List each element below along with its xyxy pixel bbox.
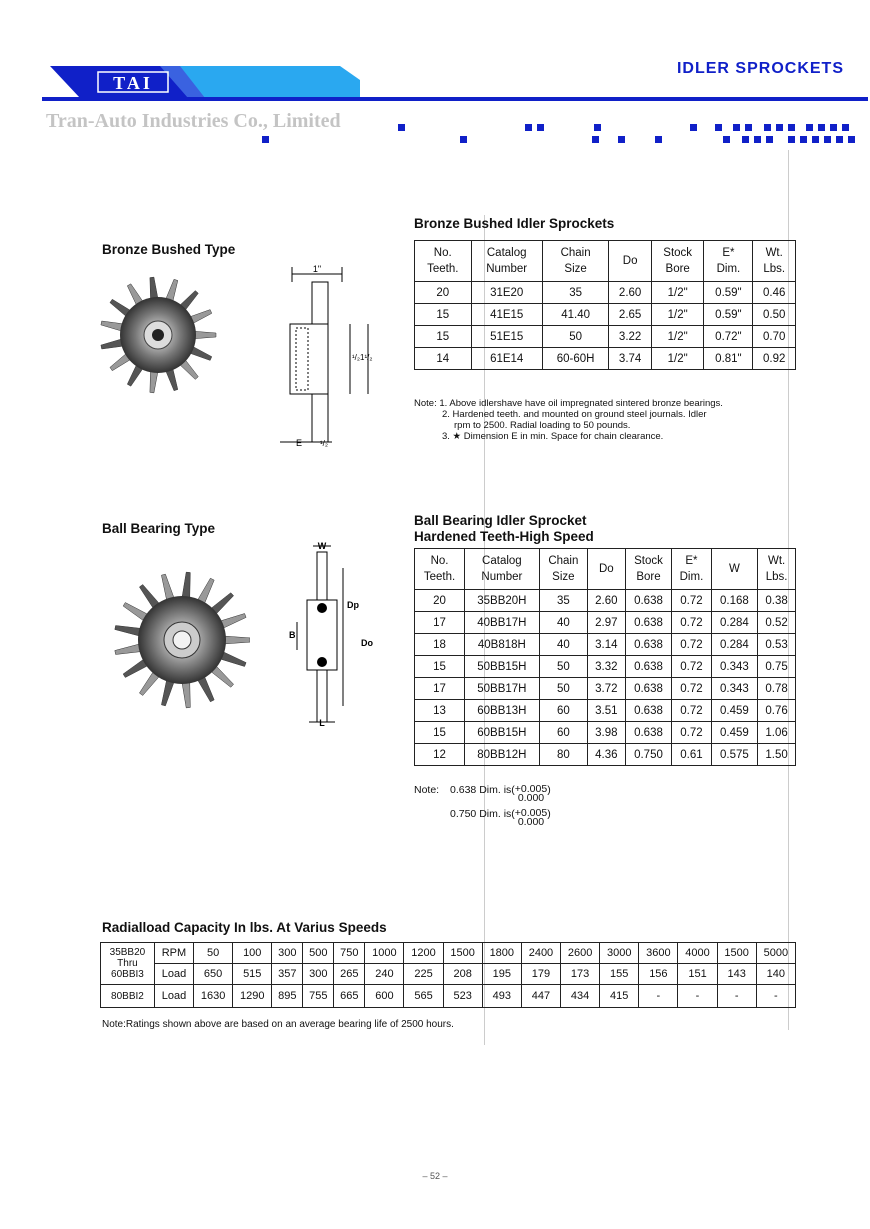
rpm-cell: 5000 xyxy=(756,943,795,964)
table-cell: 0.61 xyxy=(672,744,711,766)
table-cell: 40BB17H xyxy=(465,612,540,634)
table-cell: 0.638 xyxy=(625,700,672,722)
table-cell: 80 xyxy=(539,744,587,766)
table-cell: 3.22 xyxy=(609,326,652,348)
table-cell: 0.638 xyxy=(625,678,672,700)
table-cell: 2.97 xyxy=(588,612,626,634)
table-cell: 80BB12H xyxy=(465,744,540,766)
rpm-cell: 1000 xyxy=(365,943,404,964)
load-cell: 265 xyxy=(334,964,365,985)
ball-header-line: E* xyxy=(685,555,698,567)
table-cell: 17 xyxy=(415,678,465,700)
table-cell: 3.72 xyxy=(588,678,626,700)
table-cell: 15 xyxy=(415,326,472,348)
ball-spec-table xyxy=(414,548,796,766)
ball-header-cell xyxy=(672,549,711,590)
table-cell: 0.72 xyxy=(672,678,711,700)
load-cell: 565 xyxy=(404,985,443,1008)
rpm-cell: 1500 xyxy=(717,943,756,964)
table-cell: 0.72 xyxy=(672,722,711,744)
capacity-note: Note:Ratings shown above are based on an average bearing life of 2500 hours. xyxy=(102,1019,454,1030)
capacity-group-line: Thru xyxy=(117,958,138,969)
table-cell: 50 xyxy=(542,326,608,348)
rpm-cell: 50 xyxy=(194,943,233,964)
table-cell: 60BB13H xyxy=(465,700,540,722)
load-cell: 143 xyxy=(717,964,756,985)
table-cell: 0.638 xyxy=(625,656,672,678)
bronze-note-4: 3. ★ Dimension E in min. Space for chain clearance. xyxy=(442,431,664,442)
capacity-group-label xyxy=(101,943,155,985)
bronze-header-line: Dim. xyxy=(716,263,741,275)
table-cell: 0.53 xyxy=(758,634,796,656)
table-cell: 0.638 xyxy=(625,612,672,634)
table-cell: 0.59" xyxy=(704,282,753,304)
table-cell: 0.575 xyxy=(711,744,758,766)
table-cell: 0.72" xyxy=(704,326,753,348)
load-cell: - xyxy=(717,985,756,1008)
dim-l-label: L xyxy=(319,718,325,728)
dim-dp-label: Dp xyxy=(347,600,359,610)
load-cell: 600 xyxy=(365,985,404,1008)
table-cell: 3.14 xyxy=(588,634,626,656)
table-cell: 0.284 xyxy=(711,634,758,656)
capacity-title: Radialload Capacity In lbs. At Varius Speeds xyxy=(102,920,387,935)
table-row xyxy=(415,656,796,678)
table-row xyxy=(415,304,796,326)
table-cell: 15 xyxy=(415,656,465,678)
table-cell: 2.60 xyxy=(588,590,626,612)
table-cell: 31E20 xyxy=(471,282,542,304)
table-cell: 3.74 xyxy=(609,348,652,370)
table-cell: 40 xyxy=(539,634,587,656)
table-cell: 15 xyxy=(415,304,472,326)
load-cell: 156 xyxy=(639,964,678,985)
ball-header-cell xyxy=(711,549,758,590)
table-cell: 35 xyxy=(539,590,587,612)
bronze-note-1: Note: 1. Above idlershave have oil impregnated sintered bronze bearings. xyxy=(414,398,723,409)
table-cell: 1.06 xyxy=(758,722,796,744)
table-cell: 0.638 xyxy=(625,590,672,612)
rpm-cell: 500 xyxy=(303,943,334,964)
table-cell: 0.459 xyxy=(711,722,758,744)
bronze-note-3: rpm to 2500. Radial loading to 50 pounds. xyxy=(454,420,631,431)
table-cell: 0.52 xyxy=(758,612,796,634)
ball-notes xyxy=(414,783,551,828)
ball-header-cell xyxy=(588,549,626,590)
dim-w-label: W xyxy=(317,541,327,551)
rpm-cell: 1500 xyxy=(443,943,482,964)
bronze-header-line: Stock xyxy=(663,247,693,259)
ball-header-line: Dim. xyxy=(679,571,704,583)
rpm-cell: 100 xyxy=(233,943,272,964)
table-row xyxy=(415,348,796,370)
table-cell: 0.284 xyxy=(711,612,758,634)
table-row xyxy=(415,678,796,700)
table-cell: 35BB20H xyxy=(465,590,540,612)
table-cell: 4.36 xyxy=(588,744,626,766)
rpm-cell: 4000 xyxy=(678,943,717,964)
table-cell: 40 xyxy=(539,612,587,634)
ball-header-line: Lbs. xyxy=(765,571,788,583)
table-row xyxy=(415,590,796,612)
table-cell: 0.343 xyxy=(711,656,758,678)
table-cell: 0.46 xyxy=(753,282,796,304)
table-cell: 0.92 xyxy=(753,348,796,370)
bronze-header-line: Teeth. xyxy=(427,263,459,275)
ball-header-line: Teeth. xyxy=(423,571,456,583)
load-cell: 300 xyxy=(303,964,334,985)
table-cell: 1.50 xyxy=(758,744,796,766)
table-cell: 0.72 xyxy=(672,612,711,634)
table-cell: 41.40 xyxy=(542,304,608,326)
table-cell: 13 xyxy=(415,700,465,722)
table-cell: 17 xyxy=(415,612,465,634)
load-cell: 515 xyxy=(233,964,272,985)
bronze-type-label: Bronze Bushed Type xyxy=(102,242,236,257)
load-cell: 1630 xyxy=(194,985,233,1008)
header-banner xyxy=(40,60,360,100)
table-cell: 60 xyxy=(539,700,587,722)
table-cell: 0.38 xyxy=(758,590,796,612)
load-cell: 208 xyxy=(443,964,482,985)
ball-header-cell xyxy=(758,549,796,590)
table-cell: 0.72 xyxy=(672,700,711,722)
rpm-cell: 3000 xyxy=(600,943,639,964)
ball-header-line: No. xyxy=(430,555,449,567)
table-cell: 60-60H xyxy=(542,348,608,370)
table-cell: 14 xyxy=(415,348,472,370)
table-cell: 0.459 xyxy=(711,700,758,722)
rpm-cell: 2600 xyxy=(561,943,600,964)
table-cell: 1/2" xyxy=(651,304,704,326)
table-row xyxy=(415,722,796,744)
ball-header-line: W xyxy=(729,563,740,575)
ball-header-line: Do xyxy=(599,563,614,575)
ball-header-line: Chain xyxy=(548,555,579,567)
table-cell: 3.51 xyxy=(588,700,626,722)
table-cell: 60BB15H xyxy=(465,722,540,744)
bronze-header-line: Size xyxy=(564,263,587,275)
bronze-header-cell xyxy=(651,241,704,282)
bronze-header-cell xyxy=(415,241,472,282)
table-cell: 0.75 xyxy=(758,656,796,678)
bronze-header-cell xyxy=(609,241,652,282)
table-cell: 0.343 xyxy=(711,678,758,700)
dim-half-label: ¹/₂ xyxy=(352,353,360,362)
table-row xyxy=(101,964,796,985)
table-cell: 20 xyxy=(415,282,472,304)
ball-table-title-2: Hardened Teeth-High Speed xyxy=(414,529,594,544)
capacity-group-line: 35BB20 xyxy=(109,947,146,958)
table-cell: 0.72 xyxy=(672,634,711,656)
bronze-table-title: Bronze Bushed Idler Sprockets xyxy=(414,216,615,231)
table-row xyxy=(415,634,796,656)
ball-sprocket-image xyxy=(110,568,250,718)
table-cell: 0.168 xyxy=(711,590,758,612)
table-cell: 60 xyxy=(539,722,587,744)
load-label: Load xyxy=(154,985,193,1008)
bronze-header-line: Bore xyxy=(665,263,690,275)
rpm-cell: 2400 xyxy=(521,943,560,964)
bronze-header-line: Number xyxy=(486,263,528,275)
load-cell: - xyxy=(756,985,795,1008)
header-divider xyxy=(42,97,868,101)
table-cell: 15 xyxy=(415,722,465,744)
ball-dimension-diagram xyxy=(285,538,395,733)
ball-note-line-1: 0.638 Dim. is(+0.005 0.000) xyxy=(450,783,551,804)
table-cell: 18 xyxy=(415,634,465,656)
table-row xyxy=(415,326,796,348)
logo-text: TAI xyxy=(113,73,153,93)
load-cell: 179 xyxy=(521,964,560,985)
ball-header-line: Size xyxy=(552,571,575,583)
load-cell: 523 xyxy=(443,985,482,1008)
rpm-cell: 750 xyxy=(334,943,365,964)
table-cell: 41E15 xyxy=(471,304,542,326)
bronze-spec-table xyxy=(414,240,796,370)
load-cell: 447 xyxy=(521,985,560,1008)
load-cell: - xyxy=(678,985,717,1008)
table-cell: 3.32 xyxy=(588,656,626,678)
rpm-label: RPM xyxy=(154,943,193,964)
bronze-sprocket-image xyxy=(98,270,218,400)
load-cell: 240 xyxy=(365,964,404,985)
dim-e-label: E xyxy=(296,438,303,448)
ball-header-line: Number xyxy=(481,571,523,583)
bronze-note-2: 2. Hardened teeth. and mounted on ground steel journals. Idler xyxy=(442,409,707,420)
load-cell: 650 xyxy=(194,964,233,985)
table-cell: 1/2" xyxy=(651,282,704,304)
load-cell: 895 xyxy=(272,985,303,1008)
table-cell: 51E15 xyxy=(471,326,542,348)
rpm-cell: 1200 xyxy=(404,943,443,964)
ball-header-line: Stock xyxy=(634,555,663,567)
table-cell: 2.65 xyxy=(609,304,652,326)
load-cell: - xyxy=(639,985,678,1008)
capacity-group-label: 80BBI2 xyxy=(101,985,155,1008)
load-label: Load xyxy=(154,964,193,985)
table-cell: 0.50 xyxy=(753,304,796,326)
table-cell: 0.70 xyxy=(753,326,796,348)
dim-do-label: Do xyxy=(361,638,373,648)
ball-header-cell xyxy=(539,549,587,590)
table-row xyxy=(415,612,796,634)
table-cell: 35 xyxy=(542,282,608,304)
dim-b-label: B xyxy=(289,630,296,640)
bronze-notes xyxy=(414,398,723,442)
ball-type-label: Ball Bearing Type xyxy=(102,521,216,536)
bronze-header-cell xyxy=(471,241,542,282)
page-number: – 52 – xyxy=(422,1171,448,1181)
table-cell: 0.750 xyxy=(625,744,672,766)
load-cell: 151 xyxy=(678,964,717,985)
table-cell: 50BB15H xyxy=(465,656,540,678)
load-cell: 1290 xyxy=(233,985,272,1008)
table-row xyxy=(415,744,796,766)
rpm-cell: 1800 xyxy=(482,943,521,964)
ball-header-cell xyxy=(415,549,465,590)
ball-header-cell xyxy=(625,549,672,590)
table-row xyxy=(101,943,796,964)
ball-header-line: Bore xyxy=(636,571,661,583)
bronze-header-cell xyxy=(753,241,796,282)
table-row xyxy=(415,700,796,722)
load-cell: 357 xyxy=(272,964,303,985)
capacity-group-line: 60BBI3 xyxy=(111,969,144,980)
dim-e-half-label: ¹/₂ xyxy=(320,439,328,448)
table-cell: 0.72 xyxy=(672,656,711,678)
table-cell: 50 xyxy=(539,656,587,678)
load-cell: 173 xyxy=(561,964,600,985)
load-cell: 755 xyxy=(303,985,334,1008)
rpm-cell: 300 xyxy=(272,943,303,964)
ball-note-label: Note: xyxy=(414,784,440,796)
table-cell: 2.60 xyxy=(609,282,652,304)
ball-header-line: Wt. xyxy=(767,555,786,567)
load-cell: 434 xyxy=(561,985,600,1008)
bronze-header-line: Do xyxy=(622,255,638,267)
bronze-header-line: No. xyxy=(433,247,452,259)
bronze-header-line: E* xyxy=(722,247,735,259)
load-cell: 493 xyxy=(482,985,521,1008)
table-cell: 50BB17H xyxy=(465,678,540,700)
table-cell: 0.81" xyxy=(704,348,753,370)
bronze-header-line: Lbs. xyxy=(763,263,786,275)
load-cell: 225 xyxy=(404,964,443,985)
ball-note-line-2: 0.750 Dim. is(+0.005 0.000) xyxy=(450,807,551,828)
rpm-cell: 3600 xyxy=(639,943,678,964)
load-cell: 665 xyxy=(334,985,365,1008)
table-cell: 0.638 xyxy=(625,634,672,656)
table-cell: 0.78 xyxy=(758,678,796,700)
table-cell: 40B818H xyxy=(465,634,540,656)
table-cell: 0.59" xyxy=(704,304,753,326)
load-cell: 155 xyxy=(600,964,639,985)
table-cell: 20 xyxy=(415,590,465,612)
table-cell: 0.638 xyxy=(625,722,672,744)
load-cell: 415 xyxy=(600,985,639,1008)
table-cell: 1/2" xyxy=(651,326,704,348)
table-cell: 0.76 xyxy=(758,700,796,722)
ball-header-cell xyxy=(465,549,540,590)
table-row xyxy=(101,985,796,1008)
dim-width-label: 1" xyxy=(312,264,322,274)
bronze-header-line: Catalog xyxy=(486,247,527,259)
table-cell: 50 xyxy=(539,678,587,700)
bronze-header-cell xyxy=(704,241,753,282)
bronze-header-line: Wt. xyxy=(765,247,783,259)
table-cell: 12 xyxy=(415,744,465,766)
bronze-header-line: Chain xyxy=(560,247,591,259)
ball-table-title-1: Ball Bearing Idler Sprocket xyxy=(414,513,587,528)
ball-header-line: Catalog xyxy=(482,555,522,567)
bronze-header-cell xyxy=(542,241,608,282)
table-cell: 61E14 xyxy=(471,348,542,370)
load-cell: 195 xyxy=(482,964,521,985)
company-name: Tran-Auto Industries Co., Limited xyxy=(46,110,341,132)
table-cell: 1/2" xyxy=(651,348,704,370)
table-cell: 3.98 xyxy=(588,722,626,744)
table-row xyxy=(415,282,796,304)
table-cell: 0.72 xyxy=(672,590,711,612)
dim-full-label: 1¹/₂ xyxy=(360,353,373,362)
bronze-dimension-diagram xyxy=(272,262,392,457)
capacity-table xyxy=(100,942,796,1008)
load-cell: 140 xyxy=(756,964,795,985)
page-title: IDLER SPROCKETS xyxy=(676,60,844,77)
